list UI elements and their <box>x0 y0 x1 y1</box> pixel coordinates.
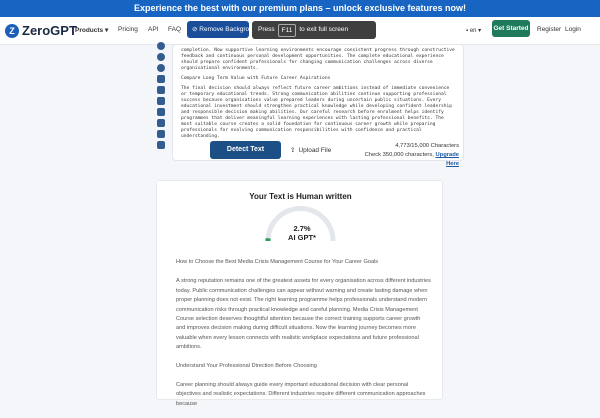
detector-tool-icon[interactable] <box>157 42 165 50</box>
ai-tool-icon[interactable] <box>157 64 165 72</box>
upload-icon: ⇪ <box>290 146 295 154</box>
summarizer-tool-icon[interactable] <box>157 75 165 83</box>
upload-label: Upload File <box>298 147 331 154</box>
get-started-button[interactable]: Get Started <box>492 20 530 37</box>
result-text <box>176 258 431 418</box>
promo-banner[interactable] <box>0 0 600 17</box>
register-link[interactable]: Register <box>537 26 561 33</box>
tool-sidebar <box>157 42 168 152</box>
result-paragraph: A strong reputation remains one of the greatest assets for every organisation across different industries today. Public communication challenges can appear without warning and create lasting damage when proper planning does not exist. The right learning programme helps professionals understand modern communication risks through practical knowledge and careful planning. Media Crisis Management Course selection deserves thoughtful attention because the correct training supports career growth and improves decision making during difficult situations. Now the learning journey becomes more valuable when every lesson connects with realistic workplace expectations and future professional ambitions. <box>176 277 431 352</box>
result-heading: How to Choose the Best Media Crisis Management Course for Your Career Goals <box>176 258 431 267</box>
detect-text-button[interactable]: Detect Text <box>210 141 281 159</box>
nav-faq[interactable]: FAQ <box>168 26 181 33</box>
result-card <box>156 180 443 400</box>
remove-bg-icon: ⊘ <box>192 26 197 33</box>
paraphraser-tool-icon[interactable] <box>157 86 165 94</box>
promo-text: Experience the best with our premium plans – unlock exclusive features now! <box>134 3 466 13</box>
humanizer-tool-icon[interactable] <box>157 53 165 61</box>
login-link[interactable]: Login <box>565 26 581 33</box>
ai-label: AI GPT* <box>252 233 352 242</box>
chevron-down-icon: ▾ <box>105 27 108 34</box>
fullscreen-suffix: to exit full screen <box>299 21 348 39</box>
flag-icon: ▪ <box>466 28 468 34</box>
language-selector[interactable] <box>466 27 481 34</box>
fullscreen-notice <box>252 21 376 39</box>
logo-text: ZeroGPT <box>22 23 77 38</box>
logo[interactable] <box>5 23 77 38</box>
logo-icon: Z <box>5 24 19 38</box>
result-paragraph: Career planning should always guide every important educational decision with clear personal objectives and realistic expectations. Different industries require different communication approaches because <box>176 381 431 409</box>
chat-tool-icon[interactable] <box>157 130 165 138</box>
char-count: 4,773/15,000 Characters <box>357 142 459 151</box>
remove-background-button[interactable] <box>187 21 249 38</box>
nav-products[interactable] <box>75 26 108 34</box>
ai-percent: 2.7% <box>252 224 352 233</box>
editor-paragraph: The final decision should always reflect future career ambitions instead of immediate convenience or temporary educational trends. Strong communication abilities continue supporting professional success because organisations value prepared leaders during uncertain public situations. Every educational investment should strengthen practical knowledge while developing confident leadership and responsible decision making abilities. Our careful research before enrolment helps identify programmes that deliver meaningful learning experiences with lasting professional benefits. The most suitable course creates a solid foundation for continuous career growth while preparing professionals for evolving communication responsibilities with confidence and practical understanding. <box>181 86 457 140</box>
text-input-area[interactable] <box>181 48 457 144</box>
fullscreen-key: F11 <box>278 24 297 37</box>
result-title: Your Text is Human written <box>157 192 444 201</box>
settings-tool-icon[interactable] <box>157 141 165 149</box>
remove-bg-label: Remove Backgro <box>199 26 249 33</box>
upgrade-link[interactable]: Upgrade Here <box>435 152 459 167</box>
language-label: en <box>470 28 477 34</box>
grammar-tool-icon[interactable] <box>157 108 165 116</box>
fullscreen-prefix: Press <box>258 21 275 39</box>
editor-heading: Compare Long Term Value with Future Career Aspirations <box>181 76 457 82</box>
translator-tool-icon[interactable] <box>157 119 165 127</box>
result-heading: Understand Your Professional Direction Before Choosing <box>176 362 431 371</box>
gauge-label <box>252 224 352 242</box>
nav-api[interactable]: API <box>148 26 158 33</box>
char-check-text: Check 350,000 characters, <box>365 152 434 158</box>
nav-products-label: Products <box>75 27 103 34</box>
document-tool-icon[interactable] <box>157 97 165 105</box>
character-counter <box>357 142 459 169</box>
nav-pricing[interactable]: Pricing <box>118 26 138 33</box>
chevron-down-icon: ▾ <box>478 28 481 34</box>
editor-paragraph: completion. Now supportive learning environments encourage consistent progress through constructive feedback and continuous personal development opportunities. The complete educational experience should prepare confident professionals for changing communication challenges across diverse organisational environments. <box>181 48 457 72</box>
upload-file-button[interactable] <box>290 146 331 154</box>
char-upgrade-line <box>357 151 459 169</box>
